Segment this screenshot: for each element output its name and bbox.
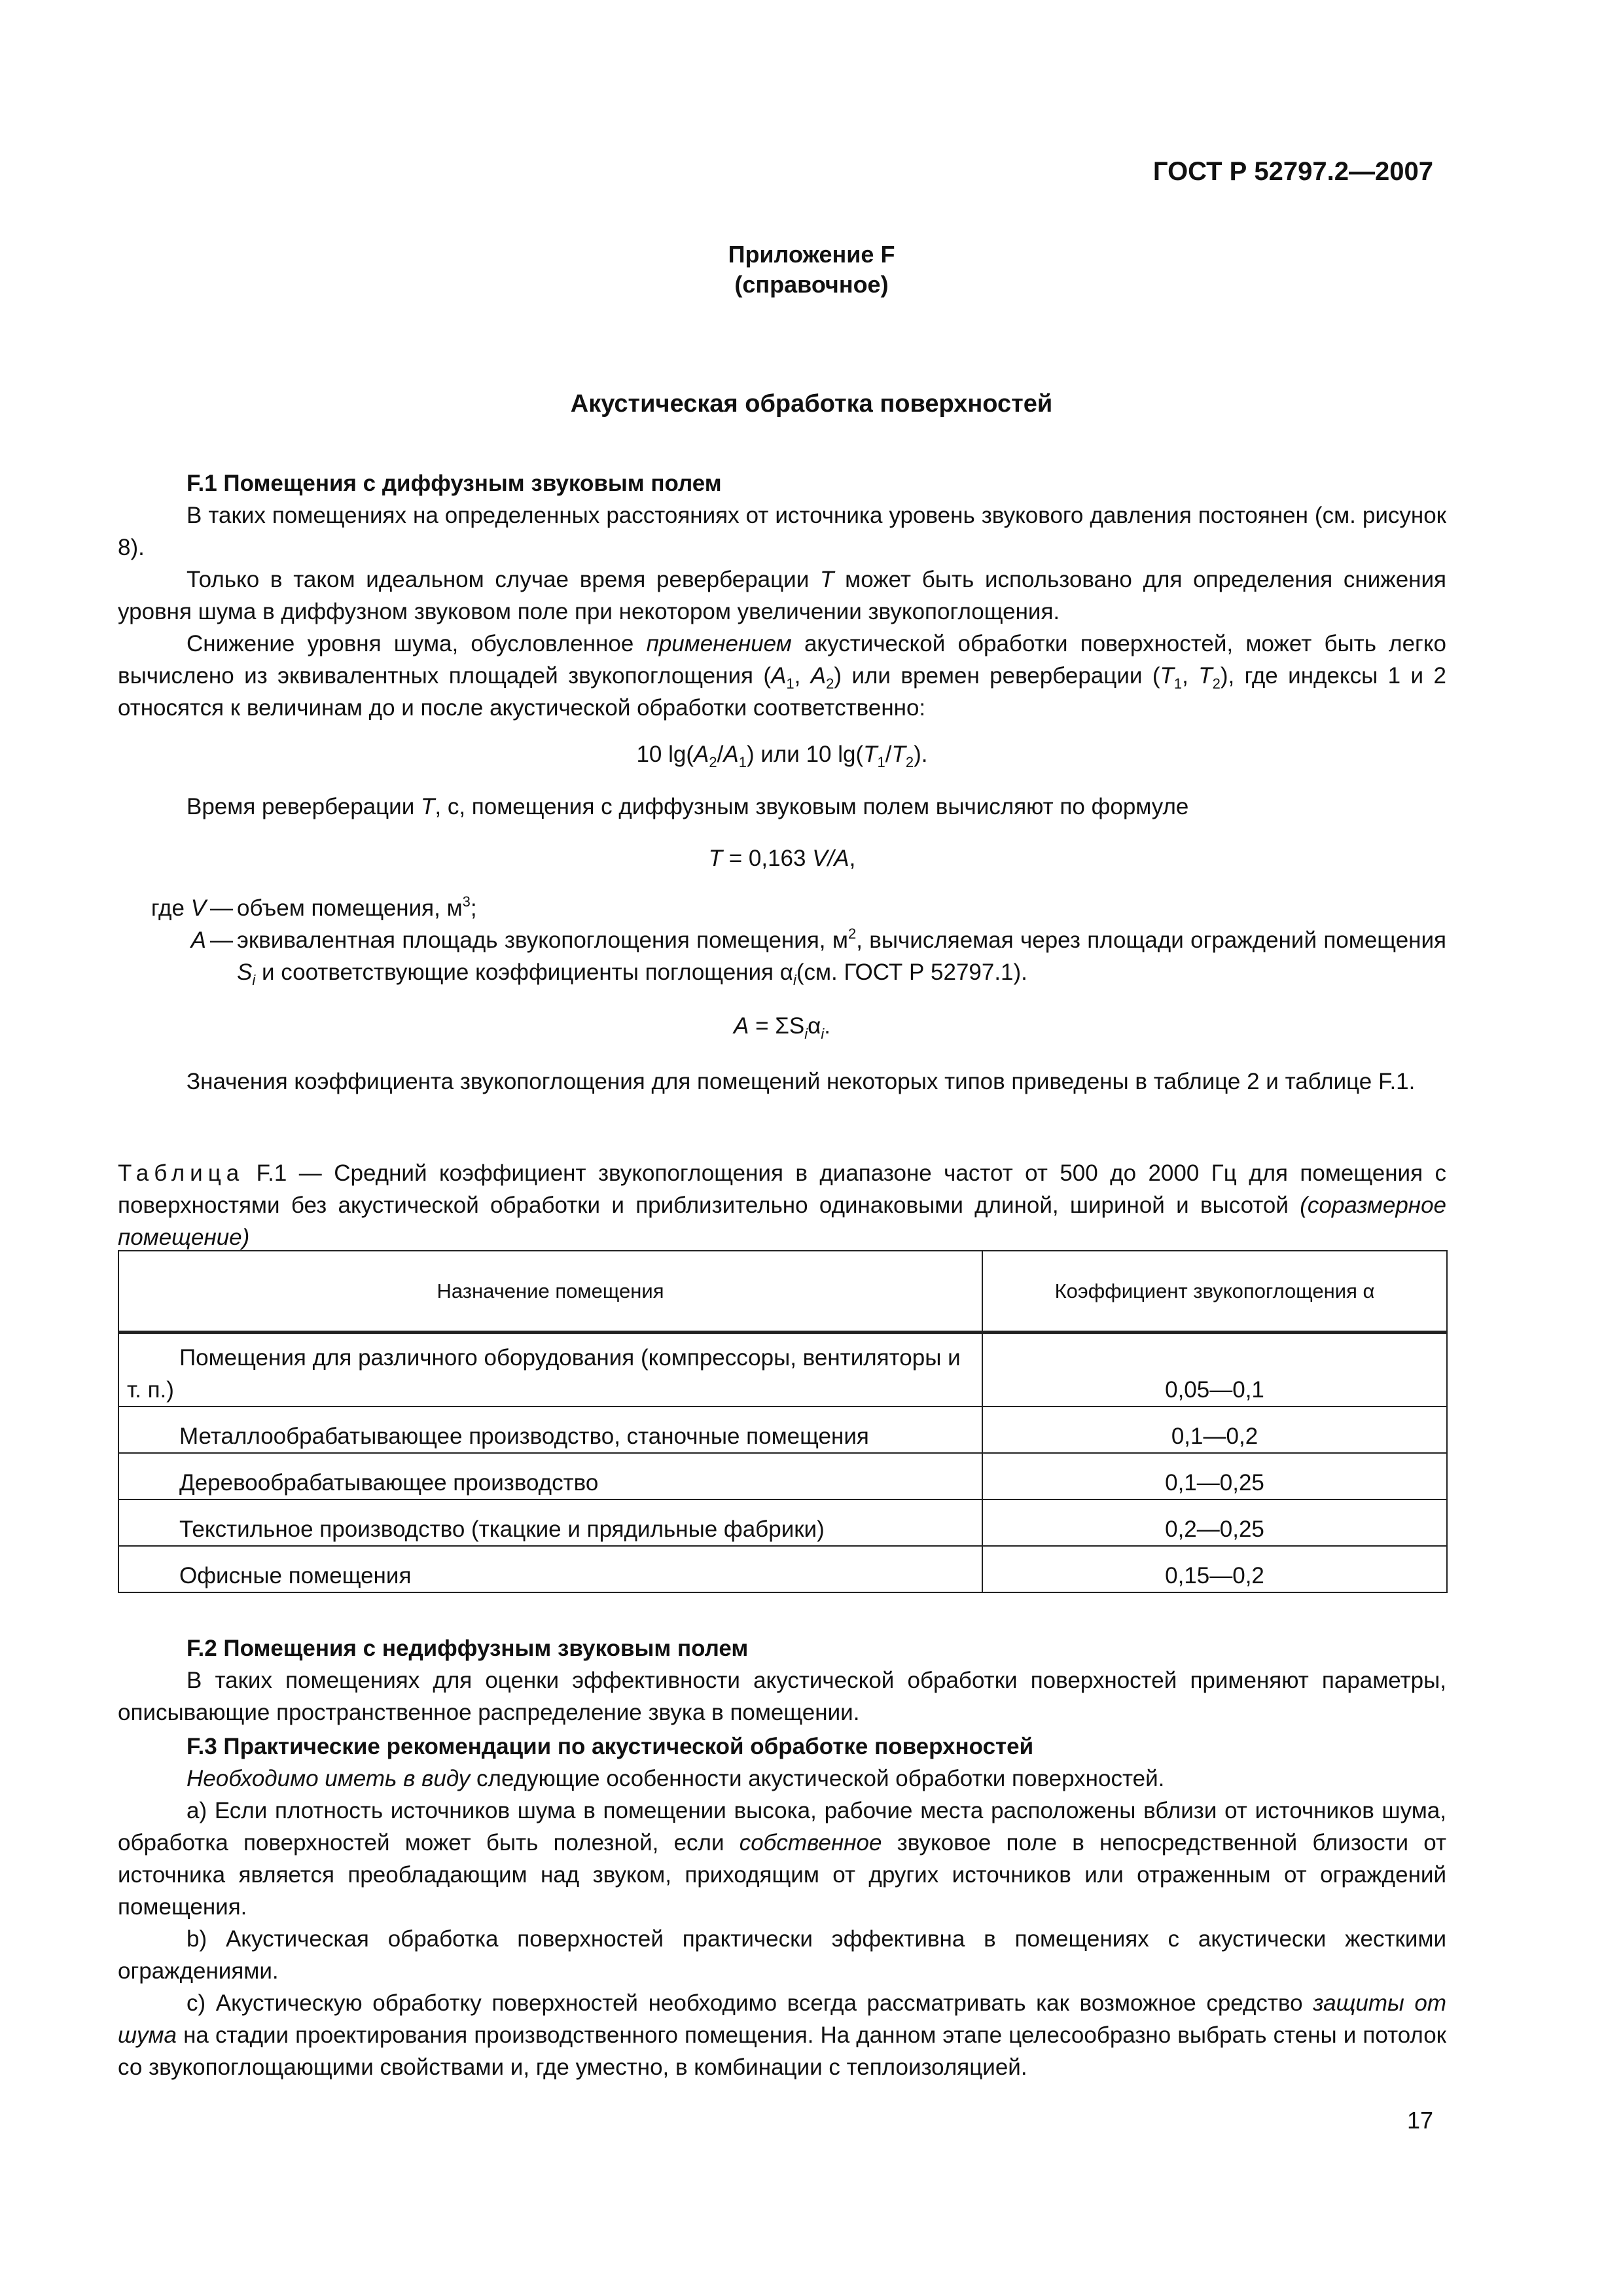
formula-level-reduction: 10 $\lg(A_2/A_1)$ или 10 $\lg(T_1/T_2)$.: [636, 742, 928, 770]
section-f3-item-a: a) Если плотность источников шума в помещении высока, рабочие места расположены вблизи от источников шума, обработка поверхностей может быть полезной, если собственное звуковое поле в непосредственной близости от источника является преобладающим над звуком, приходящим от других источников или отраженным от ограждений помещения.: [118, 1798, 1446, 1920]
section-f1: [118, 467, 1446, 724]
section-f1-paragraph-3: Снижение уровня шума, обусловленное применением акустической обработки поверхностей, может быть легко вычислено из эквивалентных площадей звукопоглощения ($A_1$, $A_2$) или времен реверберации ($T_1$, $T_2$), где индексы 1 и 2 относятся к величинам до и после акустической обработки соответственно:: [118, 631, 1446, 721]
table-row: Офисные помещения 0,15—0,2: [118, 1546, 1447, 1592]
annex-heading: [0, 240, 1623, 300]
section-f3-paragraph-1: Необходимо иметь в виду следующие особенности акустической обработки поверхностей.: [187, 1766, 1165, 1791]
annex-title: Акустическая обработка поверхностей: [570, 390, 1053, 418]
table-row: Металлообрабатывающее производство, станочные помещения 0,1—0,2: [118, 1407, 1447, 1453]
section-f2: [118, 1632, 1446, 1729]
annex-type: (справочное): [734, 271, 889, 298]
table-header-purpose: Назначение помещения: [118, 1251, 982, 1332]
definition-v: где V — объем помещения, $м^3$;: [151, 893, 477, 921]
section-f3-item-b: b) Акустическая обработка поверхностей практически эффективна в помещениях с акустически жесткими ограждениями.: [118, 1926, 1446, 1984]
section-f2-paragraph-1: В таких помещениях для оценки эффективности акустической обработки поверхностей применяют параметры, описывающие пространственное распределение звука в помещении.: [118, 1668, 1446, 1725]
section-f1-heading: F.1 Помещения с диффузным звуковым полем: [187, 471, 722, 496]
annex-label: Приложение F: [728, 241, 895, 268]
page-number: 17: [1406, 2107, 1433, 2134]
table-f1-caption: Таблица F.1 — Средний коэффициент звукопоглощения в диапазоне частот от 500 до 2000 Гц для помещения с поверхностями без акустической обработки и приблизительно одинаковыми длиной, шириной и высотой (соразмерное помещение): [118, 1160, 1446, 1250]
variable-definitions: [118, 892, 1446, 988]
section-f3-heading: F.3 Практические рекомендации по акустической обработке поверхностей: [187, 1734, 1034, 1759]
section-f1-paragraph-2: Только в таком идеальном случае время реверберации T может быть использовано для определения снижения уровня шума в диффузном звуковом поле при некотором увеличении звукопоглощения.: [118, 567, 1446, 624]
section-f1-paragraph-5: Значения коэффициента звукопоглощения для помещений некоторых типов приведены в таблице 2 и таблице F.1.: [187, 1069, 1416, 1094]
table-row: Деревообрабатывающее производство 0,1—0,25: [118, 1453, 1447, 1499]
section-f3: [118, 1731, 1446, 2083]
definition-a: A — эквивалентная площадь звукопоглощения помещения, $м^2$, вычисляемая через площади ограждений помещения $S_i$ и соответствующие коэффициенты поглощения $\alpha_i(см$. ГОСТ Р 52797.1).: [190, 925, 1446, 988]
table-header-coefficient: Коэффициент звукопоглощения α: [982, 1251, 1447, 1332]
section-f1-paragraph-4: Время реверберации T, с, помещения с диффузным звуковым полем вычисляют по формуле: [187, 794, 1189, 819]
formula-absorption-area: $A = \Sigma S_i\alpha_i$.: [734, 1013, 830, 1042]
table-f1: [118, 1250, 1446, 1593]
table-row: Помещения для различного оборудования (компрессоры, вентиляторы и т. п.) 0,05—0,1: [118, 1332, 1447, 1407]
section-f1-paragraph-1: В таких помещениях на определенных расстояниях от источника уровень звукового давления постоянен (см. рисунок 8).: [118, 503, 1446, 560]
section-f3-item-c: c) Акустическую обработку поверхностей необходимо всегда рассматривать как возможное средство защиты от шума на стадии проектирования производственного помещения. На данном этапе целесообразно выбрать стены и потолок со звукопоглощающими свойствами и, где уместно, в комбинации с теплоизоляцией.: [118, 1990, 1446, 2080]
table-row: Текстильное производство (ткацкие и прядильные фабрики) 0,2—0,25: [118, 1499, 1447, 1546]
standard-code: ГОСТ Р 52797.2—2007: [1152, 157, 1433, 186]
formula-reverberation: T = 0,163 V/A,: [708, 846, 856, 871]
section-f2-heading: F.2 Помещения с недиффузным звуковым полем: [187, 1636, 749, 1661]
